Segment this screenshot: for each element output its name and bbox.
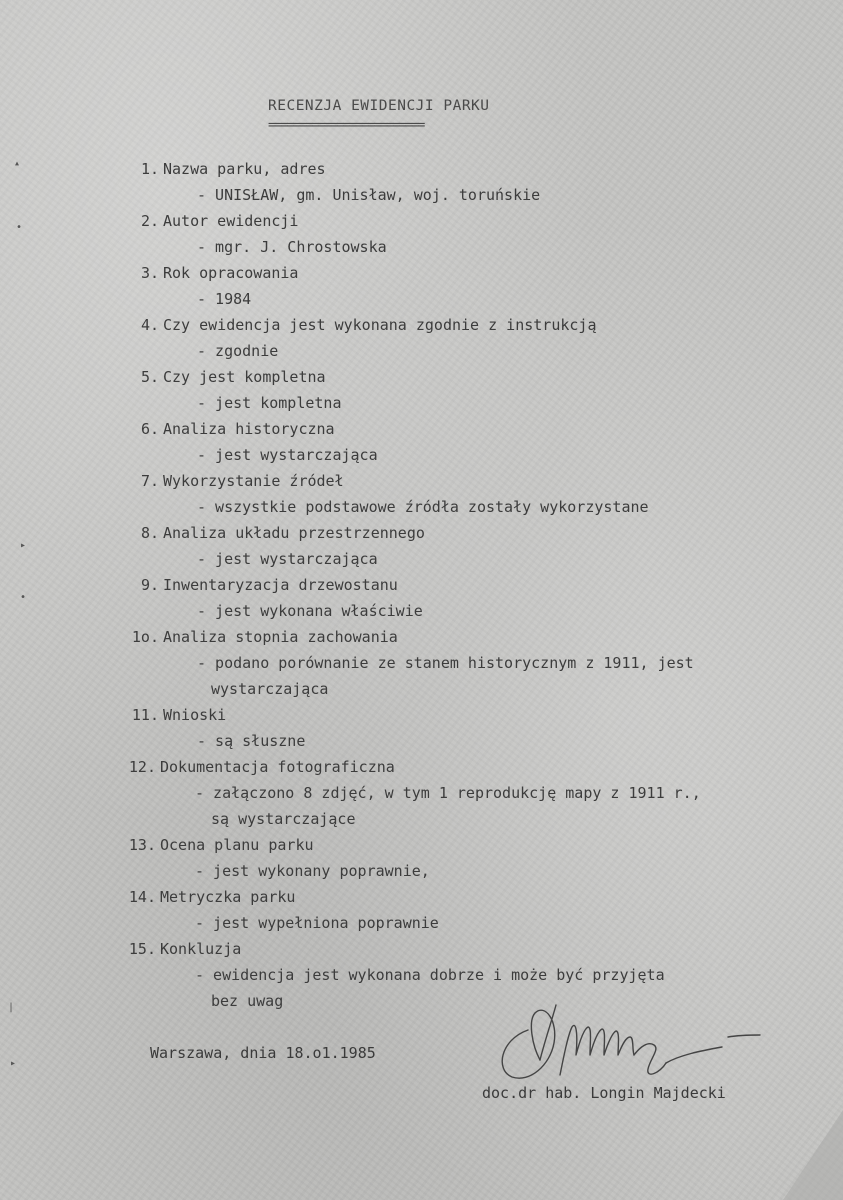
item-number: 15. <box>128 940 156 958</box>
binding-mark: ▸ <box>20 540 27 551</box>
binding-mark: ▸ <box>10 1058 17 1069</box>
item-question: Ocena planu parku <box>160 836 314 854</box>
review-item <box>127 212 298 230</box>
paper-corner-shadow <box>783 1110 843 1200</box>
item-number: 8. <box>140 524 159 542</box>
item-answer-continuation: bez uwag <box>211 992 284 1010</box>
signatory-name: doc.dr hab. Longin Majdecki <box>482 1084 726 1102</box>
item-answer: - są słuszne <box>197 732 306 750</box>
item-number: 9. <box>140 576 159 594</box>
document-title: RECENZJA EWIDENCJI PARKU <box>268 98 490 114</box>
item-question: Analiza historyczna <box>163 420 335 438</box>
review-item <box>115 888 295 906</box>
item-number: 4. <box>140 316 159 334</box>
review-item <box>115 940 241 958</box>
item-question: Analiza stopnia zachowania <box>163 628 398 646</box>
review-item <box>127 472 344 490</box>
binding-mark: | <box>8 1002 15 1013</box>
title-underline: ========================= <box>268 118 424 133</box>
item-answer-continuation: wystarczająca <box>211 680 329 698</box>
item-answer: - ewidencja jest wykonana dobrze i może być przyjęta <box>195 966 665 984</box>
item-number: 11. <box>131 706 159 724</box>
review-item <box>127 368 326 386</box>
item-answer-continuation: są wystarczające <box>211 810 356 828</box>
item-answer: - wszystkie podstawowe źródła zostały wykorzystane <box>197 498 649 516</box>
item-question: Wnioski <box>163 706 227 724</box>
binding-mark: ▴ <box>14 158 21 169</box>
review-item <box>127 576 398 594</box>
handwritten-signature <box>490 985 770 1095</box>
item-number: 13. <box>128 836 156 854</box>
item-answer: - mgr. J. Chrostowska <box>197 238 387 256</box>
item-answer: - zgodnie <box>197 342 279 360</box>
item-question: Metryczka parku <box>160 888 296 906</box>
item-answer: - jest wykonany poprawnie, <box>195 862 430 880</box>
item-question: Dokumentacja fotograficzna <box>160 758 395 776</box>
review-item <box>127 420 335 438</box>
review-item <box>127 264 298 282</box>
review-item <box>115 836 314 854</box>
item-answer: - jest wypełniona poprawnie <box>195 914 439 932</box>
review-item <box>127 160 326 178</box>
binding-mark: • <box>20 592 27 603</box>
review-item <box>127 524 425 542</box>
item-number: 12. <box>128 758 156 776</box>
item-answer: - UNISŁAW, gm. Unisław, woj. toruńskie <box>197 186 541 204</box>
item-answer: - podano porównanie ze stanem historycznym z 1911, jest <box>197 654 694 672</box>
item-answer: - jest wystarczająca <box>197 550 378 568</box>
item-question: Analiza układu przestrzennego <box>163 524 425 542</box>
item-answer: - jest wystarczająca <box>197 446 378 464</box>
item-number: 6. <box>140 420 159 438</box>
item-number: 7. <box>140 472 159 490</box>
item-question: Czy jest kompletna <box>163 368 326 386</box>
review-item <box>118 628 398 646</box>
item-question: Rok opracowania <box>163 264 299 282</box>
item-answer: - jest kompletna <box>197 394 342 412</box>
item-number: 14. <box>128 888 156 906</box>
item-question: Czy ewidencja jest wykonana zgodnie z instrukcją <box>163 316 597 334</box>
item-question: Inwentaryzacja drzewostanu <box>163 576 398 594</box>
item-number: 5. <box>140 368 159 386</box>
review-item <box>127 316 596 334</box>
item-question: Nazwa parku, adres <box>163 160 326 178</box>
item-question: Autor ewidencji <box>163 212 299 230</box>
item-number: 1o. <box>131 628 159 646</box>
item-number: 1. <box>140 160 159 178</box>
review-item <box>115 758 395 776</box>
item-answer: - załączono 8 zdjęć, w tym 1 reprodukcję mapy z 1911 r., <box>195 784 701 802</box>
item-question: Konkluzja <box>160 940 242 958</box>
item-number: 3. <box>140 264 159 282</box>
place-and-date: Warszawa, dnia 18.o1.1985 <box>150 1044 376 1062</box>
item-question: Wykorzystanie źródeł <box>163 472 344 490</box>
item-answer: - 1984 <box>197 290 252 308</box>
review-item <box>118 706 226 724</box>
item-answer: - jest wykonana właściwie <box>197 602 423 620</box>
item-number: 2. <box>140 212 159 230</box>
binding-mark: • <box>16 222 23 233</box>
